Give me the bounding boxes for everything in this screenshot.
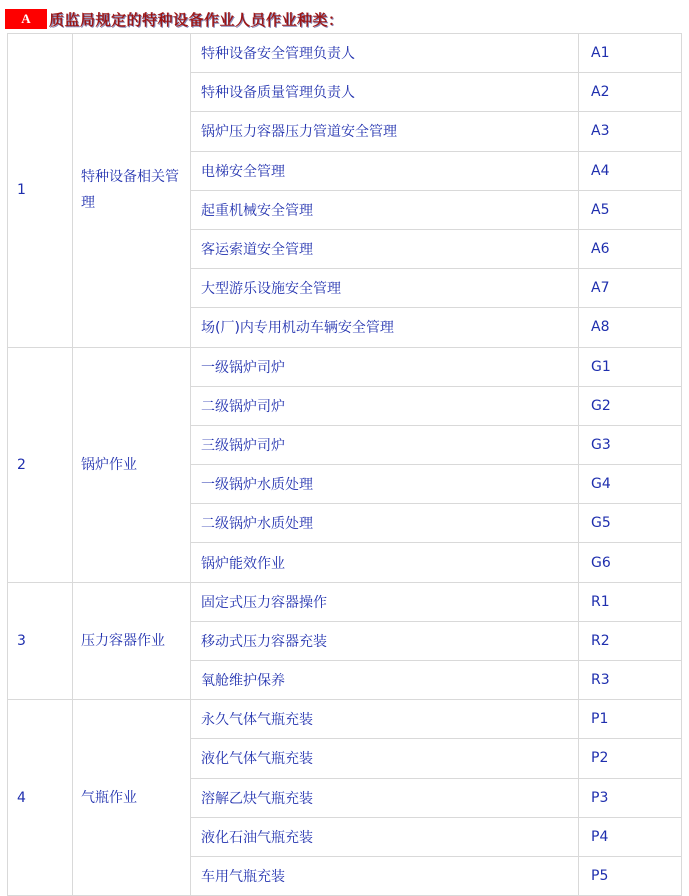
- item-label: 移动式压力容器充装: [191, 621, 579, 660]
- item-code: A7: [579, 269, 682, 308]
- item-code: A6: [579, 229, 682, 268]
- group-number: 1: [8, 34, 73, 348]
- item-code: R2: [579, 621, 682, 660]
- page: [0, 8, 689, 886]
- table-row: [8, 582, 682, 621]
- item-label: 液化石油气瓶充装: [191, 817, 579, 856]
- item-label: 一级锅炉司炉: [191, 347, 579, 386]
- page-title: 质监局规定的特种设备作业人员作业种类：: [49, 10, 344, 29]
- item-code: A4: [579, 151, 682, 190]
- item-code: G6: [579, 543, 682, 582]
- item-label: 起重机械安全管理: [191, 190, 579, 229]
- group-category: 锅炉作业: [73, 347, 191, 582]
- item-code: A2: [579, 73, 682, 112]
- item-code: G3: [579, 425, 682, 464]
- group-number: 2: [8, 347, 73, 582]
- item-label: 特种设备质量管理负责人: [191, 73, 579, 112]
- item-label: 锅炉压力容器压力管道安全管理: [191, 112, 579, 151]
- item-code: A1: [579, 34, 682, 73]
- item-label: 场(厂)内专用机动车辆安全管理: [191, 308, 579, 347]
- item-label: 氧舱维护保养: [191, 661, 579, 700]
- item-code: P2: [579, 739, 682, 778]
- item-code: P5: [579, 856, 682, 895]
- group-category: 特种设备相关管理: [73, 34, 191, 348]
- item-label: 溶解乙炔气瓶充装: [191, 778, 579, 817]
- section-a-badge: A: [5, 9, 47, 29]
- item-label: 电梯安全管理: [191, 151, 579, 190]
- item-code: P3: [579, 778, 682, 817]
- group-category: 压力容器作业: [73, 582, 191, 700]
- item-code: P4: [579, 817, 682, 856]
- item-label: 车用气瓶充装: [191, 856, 579, 895]
- item-label: 三级锅炉司炉: [191, 425, 579, 464]
- item-label: 一级锅炉水质处理: [191, 465, 579, 504]
- item-label: 固定式压力容器操作: [191, 582, 579, 621]
- group-category: 气瓶作业: [73, 700, 191, 896]
- item-code: G2: [579, 386, 682, 425]
- table-row: [8, 347, 682, 386]
- group-number: 3: [8, 582, 73, 700]
- item-code: A8: [579, 308, 682, 347]
- item-label: 二级锅炉水质处理: [191, 504, 579, 543]
- personnel-category-table: [7, 33, 682, 896]
- item-code: P1: [579, 700, 682, 739]
- item-code: A3: [579, 112, 682, 151]
- item-code: G1: [579, 347, 682, 386]
- table-row: [8, 700, 682, 739]
- item-label: 客运索道安全管理: [191, 229, 579, 268]
- item-code: G5: [579, 504, 682, 543]
- item-label: 锅炉能效作业: [191, 543, 579, 582]
- item-label: 永久气体气瓶充装: [191, 700, 579, 739]
- item-label: 二级锅炉司炉: [191, 386, 579, 425]
- item-label: 特种设备安全管理负责人: [191, 34, 579, 73]
- item-code: G4: [579, 465, 682, 504]
- header: [5, 8, 689, 30]
- item-code: A5: [579, 190, 682, 229]
- item-label: 大型游乐设施安全管理: [191, 269, 579, 308]
- item-code: R3: [579, 661, 682, 700]
- table-row: [8, 34, 682, 73]
- item-label: 液化气体气瓶充装: [191, 739, 579, 778]
- group-number: 4: [8, 700, 73, 896]
- item-code: R1: [579, 582, 682, 621]
